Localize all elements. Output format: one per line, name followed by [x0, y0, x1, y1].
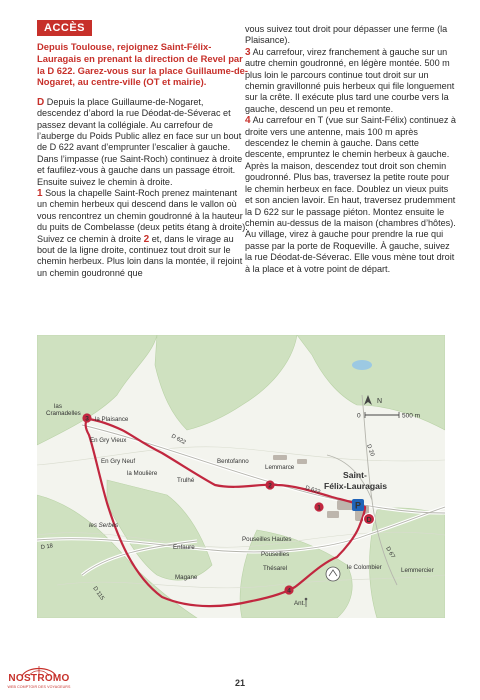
label-trulhe: Trulhé — [177, 477, 195, 484]
label-thesarel: Thésarel — [263, 565, 288, 572]
parking-label: P — [354, 500, 362, 511]
label-en-gry-vieux: En Gry Vieux — [90, 437, 127, 444]
marker-label: 1 — [317, 504, 321, 512]
step-number: 4 — [245, 115, 251, 127]
viewpoint-icon — [326, 567, 340, 581]
label-enfaure: Enfaure — [173, 544, 195, 551]
marker-label: D — [366, 516, 372, 524]
route-marker-1 — [314, 502, 323, 511]
label-d18: D 18 — [40, 543, 54, 551]
step-text: Au carrefour en T (vue sur Saint-Félix) continuez à droite vers une antenne, mais 100 m après descendez le chemin à gauche. Dans cette descente, empruntez le chemin herbeux à gauche. Après la maison, descendez tout droit son chemin goudronné. Plus bas, traversez la petite route pour le chemin herbeux en face. Doublez un vieux puits et son ancien lavoir. En haut, traversez prudemment la D 622 sur le passage piéton. Montez ensuite le chemin au-dessus de la maison (chambres d’hôtes). Au village, virez à gauche pour prendre la rue qui passe par la porte de Roqueville. À gauche, suivez la rue Déodat-de-Séverac. Elle vous mène tout droit à la place et à votre point de départ. — [245, 115, 456, 274]
route-marker-3 — [82, 413, 91, 422]
label-saint-felix-line1: Saint- — [343, 470, 367, 480]
label-d67: D 67 — [384, 546, 396, 560]
map-svg — [37, 335, 445, 618]
parking-marker — [352, 499, 364, 511]
logo-title: NOSTROMO — [8, 673, 70, 684]
left-column — [37, 20, 249, 279]
marker-label: 3 — [85, 415, 89, 423]
label-bentofanno: Bentofanno — [217, 458, 249, 465]
label-pouseilles-hautes: Pouseilles Hautes — [242, 536, 292, 543]
logo-subtitle: WEB COMPTOIR DES VOYAGEURS — [7, 685, 71, 689]
label-la-plaisance: la Plaisance — [95, 416, 129, 423]
step-4 — [245, 115, 457, 275]
label-les-serbes: les Serbes — [89, 522, 119, 529]
scale-zero: 0 — [357, 412, 361, 420]
label-d622-west: D 622 — [170, 433, 187, 447]
label-lemmarce: Lemmarce — [265, 464, 295, 471]
label-magane: Magane — [175, 574, 198, 581]
step-number: 3 — [245, 46, 251, 58]
label-d20: D 20 — [365, 443, 375, 458]
step-continuation: vous suivez tout droit pour dépasser une ferme (la Plaisance). — [245, 24, 448, 46]
label-lemmercier: Lemmercier — [401, 567, 434, 574]
step-number: D — [37, 96, 45, 108]
acces-badge: ACCÈS — [37, 20, 92, 36]
label-d115: D 115 — [91, 585, 105, 602]
label-saint-felix-line2: Félix-Lauragais — [324, 481, 388, 491]
route-map — [37, 335, 445, 618]
label-las-cramadelles: las Cramadelles — [46, 403, 81, 417]
step-d — [37, 97, 249, 188]
step-text: Depuis la place Guillaume-de-Nogaret, descendez d’abord la rue Déodat-de-Séverac et passez devant la collégiale. Au carrefour de l’auberge du Poids Public allez en face sur un bout de D 622 avant d’emprunter l’escalier à gauche. Dans l’impasse (rue Saint-Roch) continuez à droite et faufilez-vous à gauche dans un passage étroit. Ensuite suivez le chemin à droite. — [37, 96, 243, 187]
step-text: Sous la chapelle Saint-Roch prenez maintenant un chemin herbeux qui descend dans le vallon où vous rencontrez un chemin goudronné à la hauteur du puits de Combelasse (deux petits étang à droite). Suivez ce chemin à droite — [37, 188, 248, 244]
label-ant: Ant. — [294, 600, 306, 607]
label-en-gry-neuf: En Gry Neuf — [101, 458, 136, 465]
right-column — [245, 24, 457, 275]
step-3 — [245, 47, 457, 115]
water-pond — [352, 360, 372, 370]
step-number: 1 — [37, 188, 43, 200]
marker-label: 4 — [287, 587, 291, 595]
page-number: 21 — [234, 678, 245, 688]
step-text: Au carrefour, virez franchement à gauche sur un autre chemin goudronné, en légère montée. 500 m plus loin le parcours continue tout droit sur un chemin gravillonné puis herbeux qui file longuement sur la crête. Il exécute plus tard une courbe vers la gauche, descend un peu et remonte. — [245, 46, 455, 114]
woodland-southeast — [370, 508, 446, 618]
north-label: N — [377, 398, 383, 405]
label-la-mouliere: la Moulière — [127, 470, 158, 477]
scale-distance: 500 m — [402, 412, 421, 420]
label-pouseilles: Pouseilles — [261, 551, 290, 558]
marker-label: 2 — [268, 482, 272, 490]
start-marker — [364, 514, 375, 525]
route-marker-4 — [284, 585, 293, 594]
label-d622-east: D 622 — [304, 485, 321, 496]
label-le-colombier: le Colombier — [347, 564, 382, 571]
route-marker-2 — [265, 480, 274, 489]
step-text: et, dans le virage au bout de la ligne droite, continuez tout droit sur le chemin herbeux. Plus loin dans la montée, il rejoint un chemin goudronné que — [37, 233, 243, 278]
access-intro: Depuis Toulouse, rejoignez Saint-Félix-Lauragais en prenant la direction de Revel par la D 622. Garez-vous sur la place Guillaume-de-Nogaret, au centre-ville (OT et mairie). — [37, 41, 249, 88]
step-number: 2 — [143, 233, 150, 245]
step-1 — [37, 188, 249, 279]
